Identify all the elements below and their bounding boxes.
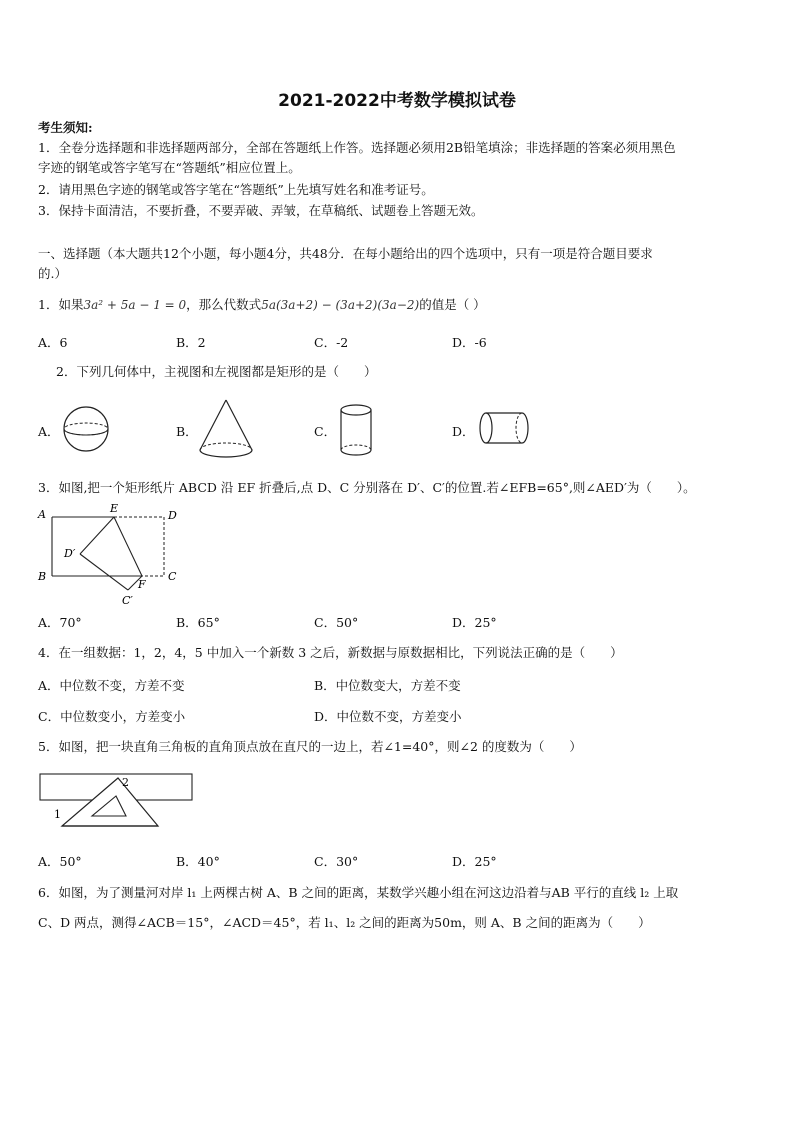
q3-figure	[34, 502, 184, 608]
label-e: E	[110, 502, 119, 515]
q3-option-b[interactable]: B．65°	[176, 615, 220, 630]
q5-option-d[interactable]: D．25°	[452, 854, 497, 869]
question-1	[38, 295, 486, 315]
cone-icon	[194, 396, 258, 462]
q1-option-d[interactable]: D．-6	[452, 335, 487, 350]
label-b: B	[38, 570, 47, 583]
q3-option-d[interactable]: D．25°	[452, 615, 497, 630]
page-title: 2021-2022中考数学模拟试卷	[278, 91, 516, 111]
label-d-prime: D′	[64, 547, 76, 560]
q4-option-b[interactable]: B．中位数变大，方差不变	[314, 678, 461, 693]
q2-option-a[interactable]: A．	[38, 424, 60, 439]
notice-item: 2．请用黑色字迹的钢笔或答字笔在“答题纸”上先填写姓名和准考证号。	[38, 182, 434, 197]
angle-2-label: 2	[122, 776, 129, 789]
q5-figure	[38, 770, 198, 838]
section-heading-line1: 一、选择题（本大题共12个小题，每小题4分，共48分．在每小题给出的四个选项中，只有一项是符合题目要求	[38, 246, 653, 261]
label-d: D	[168, 509, 177, 522]
q1-condition: 3a² + 5a − 1 = 0	[83, 298, 187, 312]
q1-suffix: 的值是（ ）	[419, 297, 486, 312]
question-6-line1: 6．如图，为了测量河对岸 l₁ 上两棵古树 A、B 之间的距离，某数学兴趣小组在河这边沿着与AB 平行的直线 l₂ 上取	[38, 885, 679, 900]
q1-option-a[interactable]: A．6	[38, 335, 68, 350]
q5-option-a[interactable]: A．50°	[38, 854, 82, 869]
q4-option-d[interactable]: D．中位数不变，方差变小	[314, 709, 462, 724]
angle-1-label: 1	[54, 808, 61, 821]
q5-option-b[interactable]: B．40°	[176, 854, 220, 869]
q1-option-c[interactable]: C．-2	[314, 335, 349, 350]
question-2: 2．下列几何体中，主视图和左视图都是矩形的是（ ）	[56, 364, 377, 379]
question-4: 4．在一组数据：1，2，4，5 中加入一个新数 3 之后，新数据与原数据相比，下列说法正确的是（ ）	[38, 645, 623, 660]
q3-option-a[interactable]: A．70°	[38, 615, 82, 630]
label-c: C	[168, 570, 177, 583]
section-heading-line2: 的.）	[38, 266, 67, 281]
q2-option-c[interactable]: C．	[314, 424, 337, 439]
q1-expression: 5a(3a+2) − (3a+2)(3a−2)	[261, 298, 420, 312]
q1-option-b[interactable]: B．2	[176, 335, 206, 350]
cylinder-icon	[336, 402, 380, 460]
question-6-line2: C、D 两点，测得∠ACB＝15°，∠ACD＝45°，若 l₁、l₂ 之间的距离为50m，则 A、B 之间的距离为（ ）	[38, 915, 651, 930]
horizontal-cylinder-icon	[472, 408, 534, 448]
notice-item: 3．保持卡面清洁，不要折叠，不要弄破、弄皱，在草稿纸、试题卷上答题无效。	[38, 203, 484, 218]
q1-prefix: 1．如果	[38, 297, 84, 312]
q3-option-c[interactable]: C．50°	[314, 615, 359, 630]
label-f: F	[138, 578, 146, 591]
q2-option-b[interactable]: B．	[176, 424, 198, 439]
q4-option-a[interactable]: A．中位数不变，方差不变	[38, 678, 185, 693]
notice-item: 字迹的钢笔或答字笔写在“答题纸”相应位置上。	[38, 160, 301, 175]
label-a: A	[38, 508, 46, 521]
q4-option-c[interactable]: C．中位数变小，方差变小	[38, 709, 186, 724]
question-3: 3．如图,把一个矩形纸片 ABCD 沿 EF 折叠后,点 D、C 分别落在 D′、C′的位置.若∠EFB=65°,则∠AED′为（ ）。	[38, 480, 696, 495]
sphere-icon	[58, 404, 114, 454]
notice-heading: 考生须知:	[38, 120, 93, 135]
q1-mid: ，那么代数式	[186, 297, 262, 312]
q2-option-d[interactable]: D．	[452, 424, 475, 439]
notice-item: 1．全卷分选择题和非选择题两部分，全部在答题纸上作答。选择题必须用2B铅笔填涂；非选择题的答案必须用黑色	[38, 140, 676, 155]
question-5: 5．如图，把一块直角三角板的直角顶点放在直尺的一边上，若∠1=40°，则∠2 的度数为（ ）	[38, 739, 582, 754]
q5-option-c[interactable]: C．30°	[314, 854, 359, 869]
label-c-prime: C′	[122, 594, 133, 607]
